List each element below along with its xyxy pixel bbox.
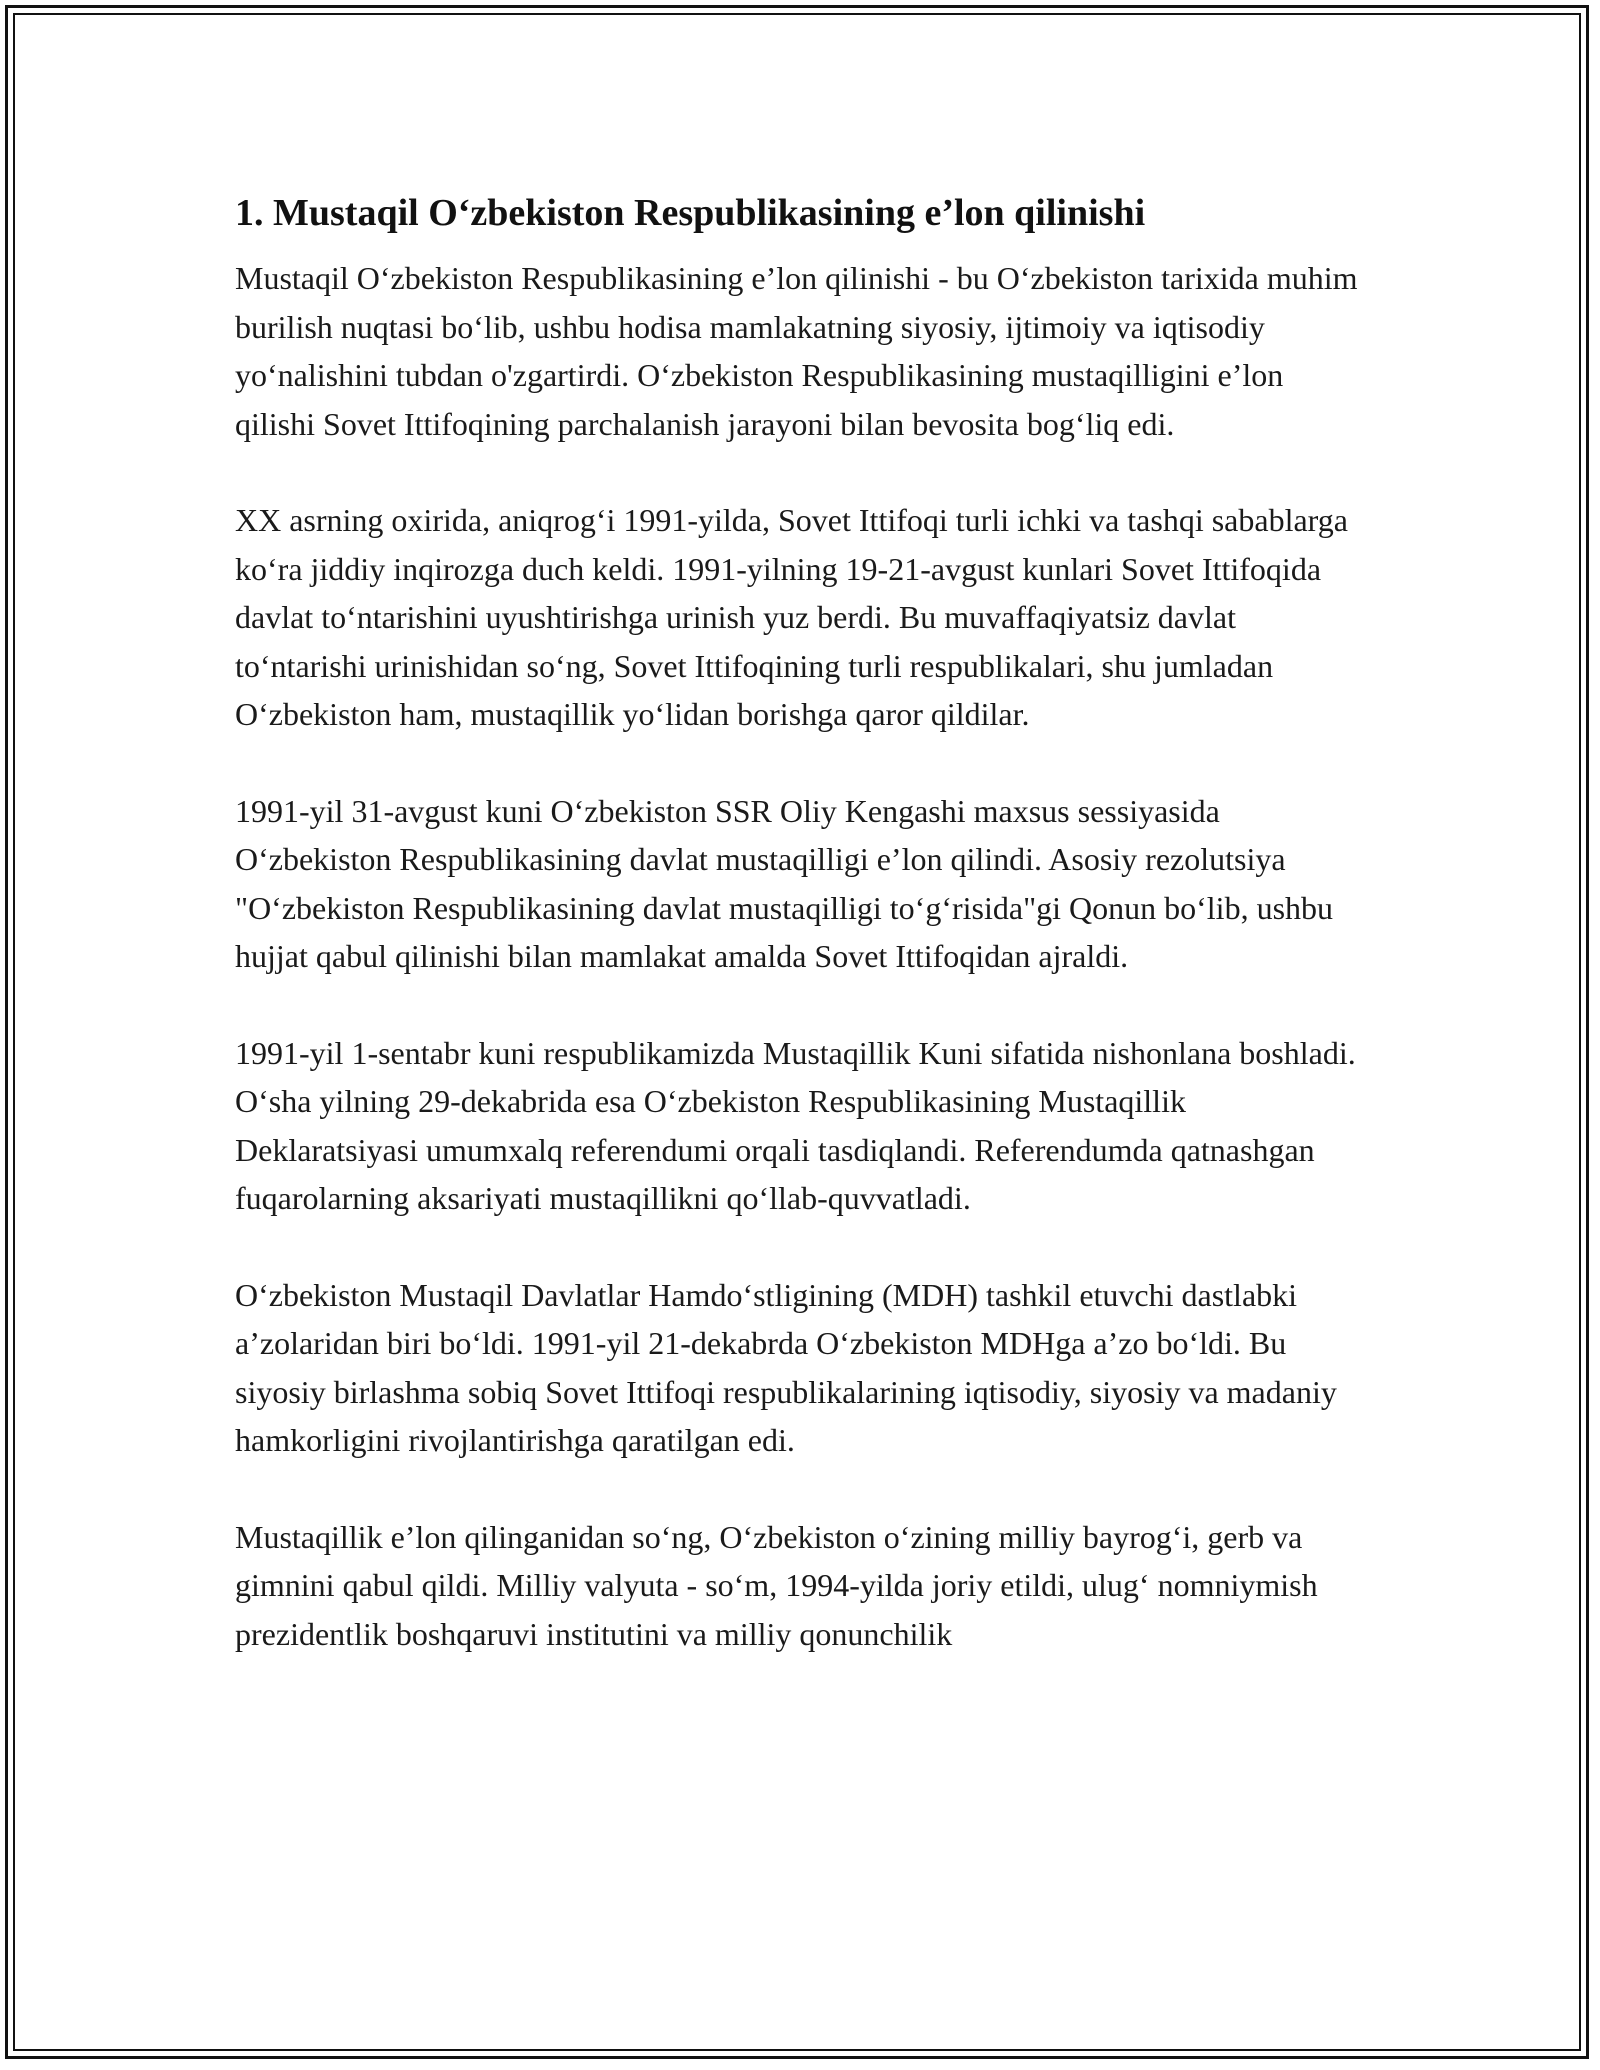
- paragraph-5: O‘zbekiston Mustaqil Davlatlar Hamdo‘stligining (MDH) tashkil etuvchi dastlabki a’zolaridan biri bo‘ldi. 1991-yil 21-dekabrda O‘zbekiston MDHga a’zo bo‘ldi. Bu siyosiy birlashma sobiq Sovet Ittifoqi respublikalarining iqtisodiy, siyosiy va madaniy hamkorligini rivojlantirishga qaratilgan edi.: [235, 1276, 1337, 1458]
- paragraph-4: 1991-yil 1-sentabr kuni respublikamizda Mustaqillik Kuni sifatida nishonlana boshladi. O‘sha yilning 29-dekabrida esa O‘zbekiston Respublikasining Mustaqillik Deklaratsiyasi umumxalq referendumi orqali tasdiqlandi. Referendumda qatnashgan fuqarolarning aksariyati mustaqillikni qo‘llab-quvvatladi.: [235, 1034, 1356, 1216]
- paragraph-3: 1991-yil 31-avgust kuni O‘zbekiston SSR Oliy Kengashi maxsus sessiyasida O‘zbekiston Respublikasining davlat mustaqilligi e’lon qilindi. Asosiy rezolutsiya "O‘zbekiston Respublikasining davlat mustaqilligi to‘g‘risida"gi Qonun bo‘lib, ushbu hujjat qabul qilinishi bilan mamlakat amalda Sovet Ittifoqidan ajraldi.: [235, 792, 1334, 974]
- paragraph-1: Mustaqil O‘zbekiston Respublikasining e’lon qilinishi - bu O‘zbekiston tarixida muhim burilish nuqtasi bo‘lib, ushbu hodisa mamlakatning siyosiy, ijtimoiy va iqtisodiy yo‘nalishini tubdan o'zgartirdi. O‘zbekiston Respublikasining mustaqilligini e’lon qilishi Sovet Ittifoqining parchalanish jarayoni bilan bevosita bog‘liq edi.: [235, 260, 1358, 442]
- paragraph-2: XX asrning oxirida, aniqrog‘i 1991-yilda, Sovet Ittifoqi turli ichki va tashqi sabablarga ko‘ra jiddiy inqirozga duch keldi. 1991-yilning 19-21-avgust kunlari Sovet Ittifoqida davlat to‘ntarishini uyushtirishga urinish yuz berdi. Bu muvaffaqiyatsiz davlat to‘ntarishi urinishidan so‘ng, Sovet Ittifoqining turli respublikalari, shu jumladan O‘zbekiston ham, mustaqillik yo‘lidan borishga qaror qildilar.: [235, 502, 1348, 732]
- section-heading: 1. Mustaqil O‘zbekiston Respublikasining e’lon qilinishi: [235, 192, 1146, 234]
- document-body: [235, 188, 1370, 1706]
- paragraph-6: Mustaqillik e’lon qilinganidan so‘ng, O‘zbekiston o‘zining milliy bayrog‘i, gerb va gimnini qabul qildi. Milliy valyuta - so‘m, 1994-yilda joriy etildi, ulug‘ nomniymish prezidentlik boshqaruvi institutini va milliy qonunchilik: [235, 1518, 1318, 1652]
